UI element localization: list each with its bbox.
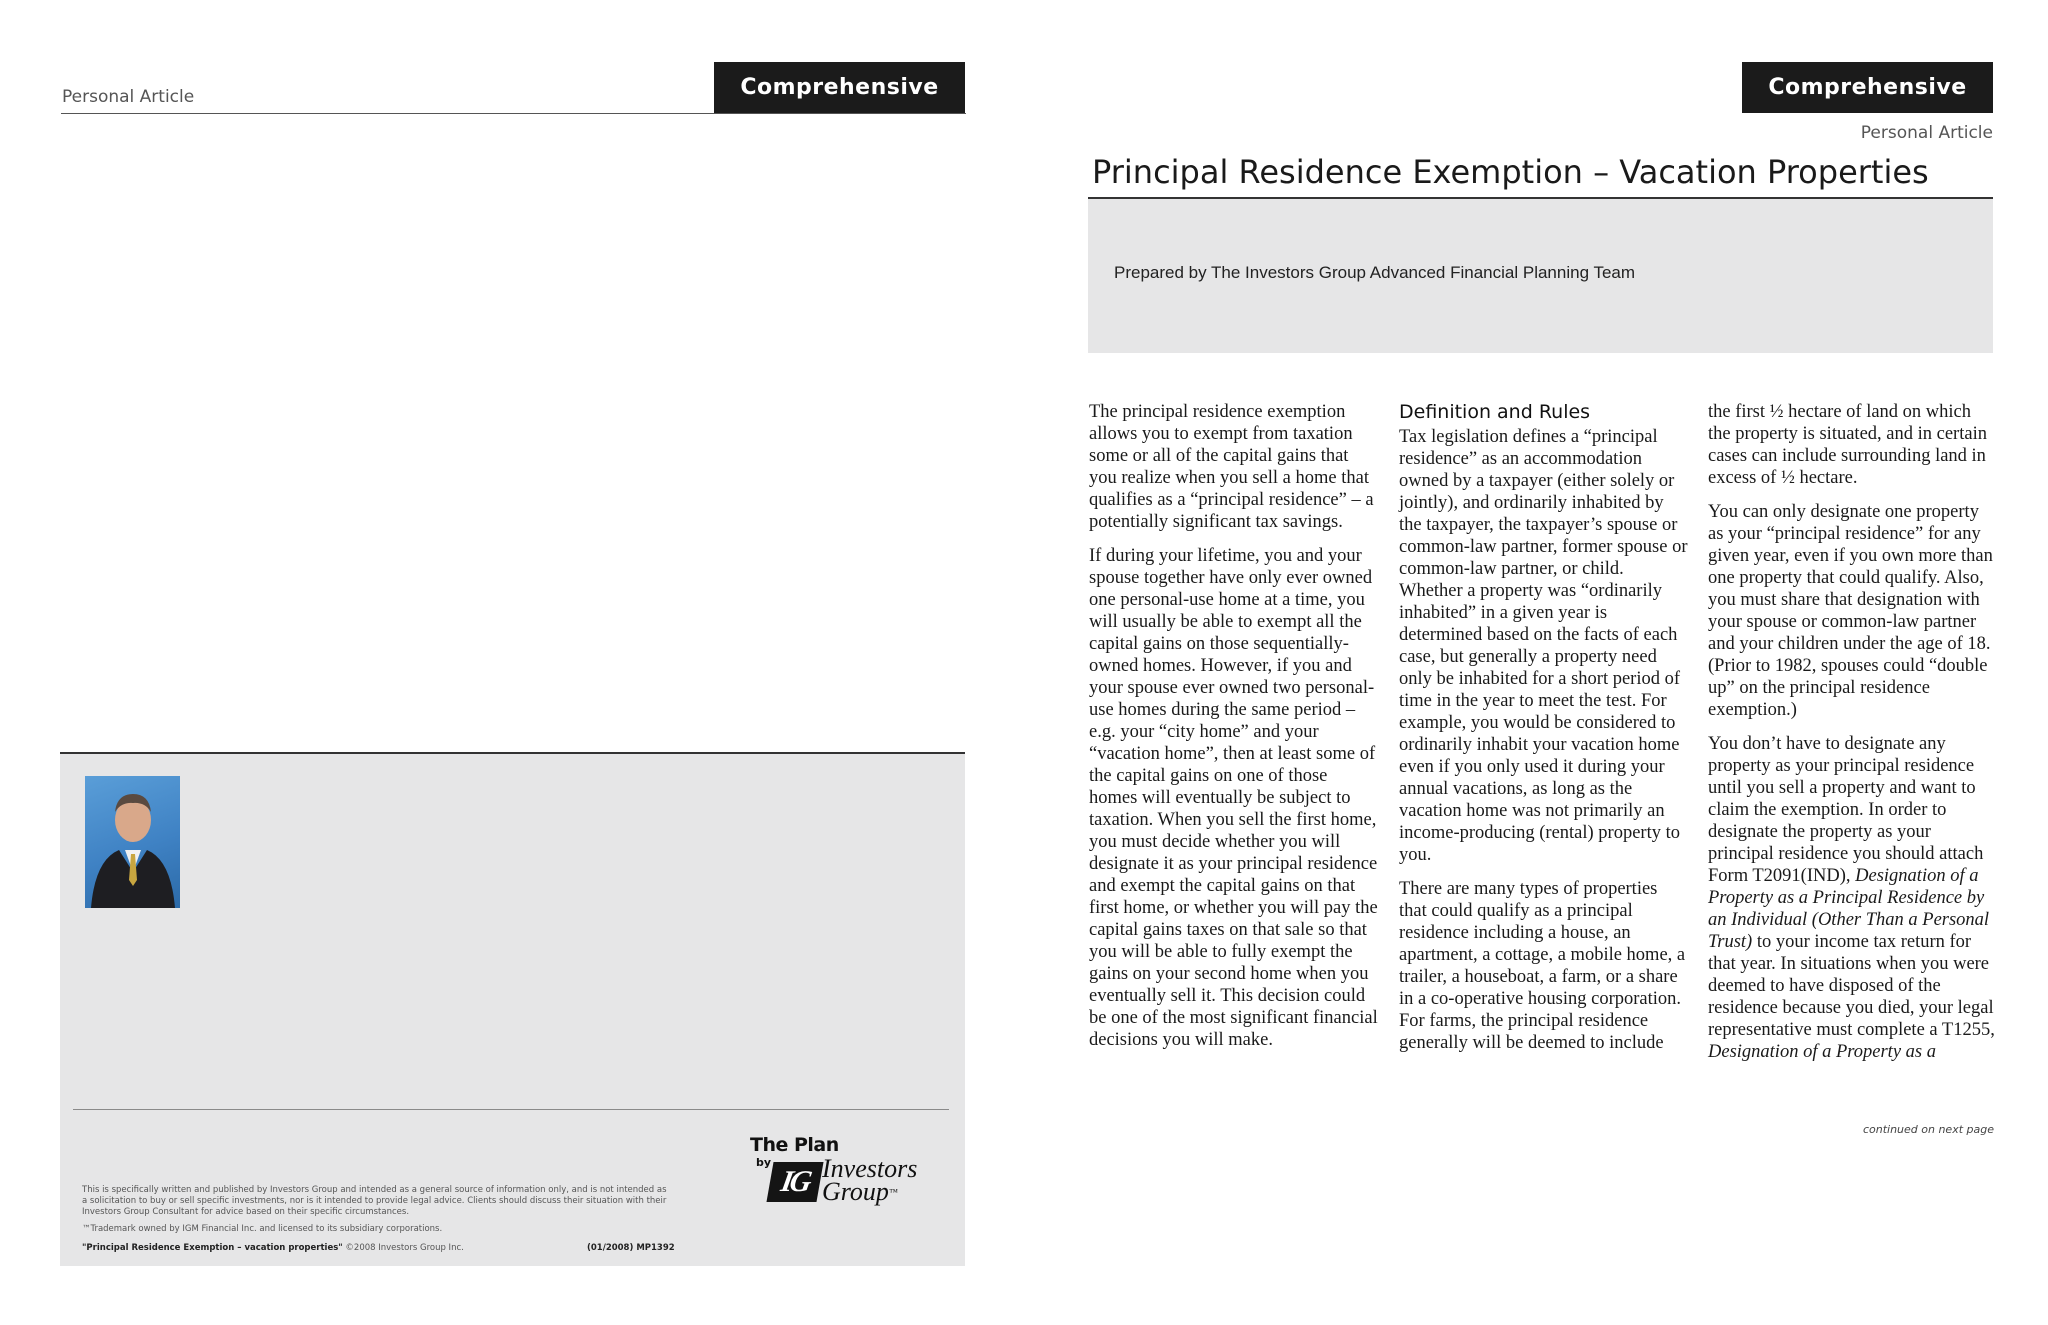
left-header-rule [61,113,966,114]
person-icon [85,776,180,908]
trademark-text: ™Trademark owned by IGM Financial Inc. and licensed to its subsidiary corporations. [82,1224,443,1234]
prepared-by-panel [1088,199,1993,353]
article-title-bold: "Principal Residence Exemption – vacation properties" [82,1243,343,1253]
col3-paragraph-1: the first ½ hectare of land on which the property is situated, and in certain cases can include surrounding land in excess of ½ hectare. [1708,402,1987,488]
right-header-label: Personal Article [1860,123,1993,143]
col3-paragraph-3 [1708,733,1998,1063]
article-column-3 [1708,401,1998,1075]
disclaimer-text: This is specifically written and published by Investors Group and intended as a general source of information only, and is not intended as a solicitation to buy or sell specific investments, nor is it intended to provide legal advice. Clients should discuss their situation with their Investors Group Consultant for advice based on their specific circumstances. [82,1185,667,1217]
logo-brand-investors: Investors [822,1154,918,1183]
continued-note: continued on next page [1862,1123,1994,1136]
col2-paragraph-1: Tax legislation defines a “principal residence” as an accommodation owned by a taxpayer (either solely or jointly), and ordinarily inhabited by the taxpayer, the taxpayer’s spouse or common-law partner, former spouse or common-law partner, or child. Whether a property was “ordinarily inhabited” in a given year is determined based on the facts of each case, but generally a property need only be inhabited for a short period of time in the year to meet the test. For example, you would be considered to ordinarily inhabit your vacation home even if you only used it during your annual vacations, as long as the vacation home was not primarily an income-producing (rental) property to you. [1399,427,1688,865]
section-heading-definition-and-rules: Definition and Rules [1399,401,1591,423]
col2-paragraph-2: There are many types of properties that could qualify as a principal residence including a house, an apartment, a cottage, a mobile home, a trailer, a houseboat, a farm, or a share in a co-operative housing corporation. For farms, the principal residence generally will be deemed to include [1399,879,1686,1053]
right-comprehensive-badge: Comprehensive [1742,62,1993,113]
article-title-line [82,1243,482,1254]
col3-paragraph-2: You can only designate one property as your “principal residence” for any given year, even if you own more than one property that could qualify. Also, you must share that designation with your spouse or common-law partner and your children under the age of 18. (Prior to 1982, spouses could “double up” on the principal residence exemption.) [1708,502,1993,720]
col1-paragraph-2: If during your lifetime, you and your spouse together have only ever owned one personal-use home at a time, you will usually be able to exempt all the capital gains on those sequentially-owned homes. However, if you and your spouse ever owned two personal-use homes during the same period – e.g. your “city home” and your “vacation home”, then at least some of the capital gains on one of those homes will eventually be subject to taxation. When you sell the first home, you must decide whether you will designate it as your principal residence and exempt the capital gains on that first home, or whether you will pay the capital gains taxes on that sale so that you will be able to fully exempt the gains on your second home when you eventually sell it. This decision could be one of the most significant financial decisions you will make. [1089,546,1378,1050]
col3-p3-part-b: to your income tax return for that year. In situations when you were deemed to have disposed of the residence because you died, your legal representative must complete a T1255, [1708,932,1995,1040]
copyright-text: ©2008 Investors Group Inc. [342,1243,464,1253]
left-contact-panel [60,752,965,1266]
article-column-1 [1089,401,1379,1063]
col3-p3-part-a: You don’t have to designate any property as your principal residence until you sell a property and want to claim the exemption. In order to designate the property as your principal residence you should attach Form T2091(IND), [1708,734,1984,886]
page-title: Principal Residence Exemption – Vacation Properties [1092,153,1929,191]
article-column-2 [1399,400,1689,1066]
ig-mark-text: IG [778,1165,812,1198]
ig-mark-icon [766,1162,823,1202]
col1-paragraph-1: The principal residence exemption allows you to exempt from taxation some or all of the capital gains that you realize when you sell a home that qualifies as a “principal residence” – a potentially significant tax savings. [1089,402,1374,532]
advisor-photo [85,776,180,908]
panel-divider [73,1109,949,1110]
logo-brand-group-text: Group [822,1177,889,1206]
logo-the-plan: The Plan [750,1134,839,1156]
publication-code: (01/2008) MP1392 [587,1243,675,1253]
form-t1255-title: Designation of a Property as a [1708,1042,1936,1062]
left-comprehensive-badge: Comprehensive [714,62,965,113]
form-t2091-title: Designation of a Property as a Principal Residence by an Individual (Other Than a Personal Trust) [1708,866,1990,952]
left-header-label: Personal Article [62,87,195,107]
logo-brand-group [822,1179,898,1205]
logo-by: by [756,1156,772,1169]
logo-tm: ™ [888,1187,898,1197]
investors-group-logo [750,1134,940,1214]
prepared-by-text: Prepared by The Investors Group Advanced Financial Planning Team [1114,263,1636,282]
